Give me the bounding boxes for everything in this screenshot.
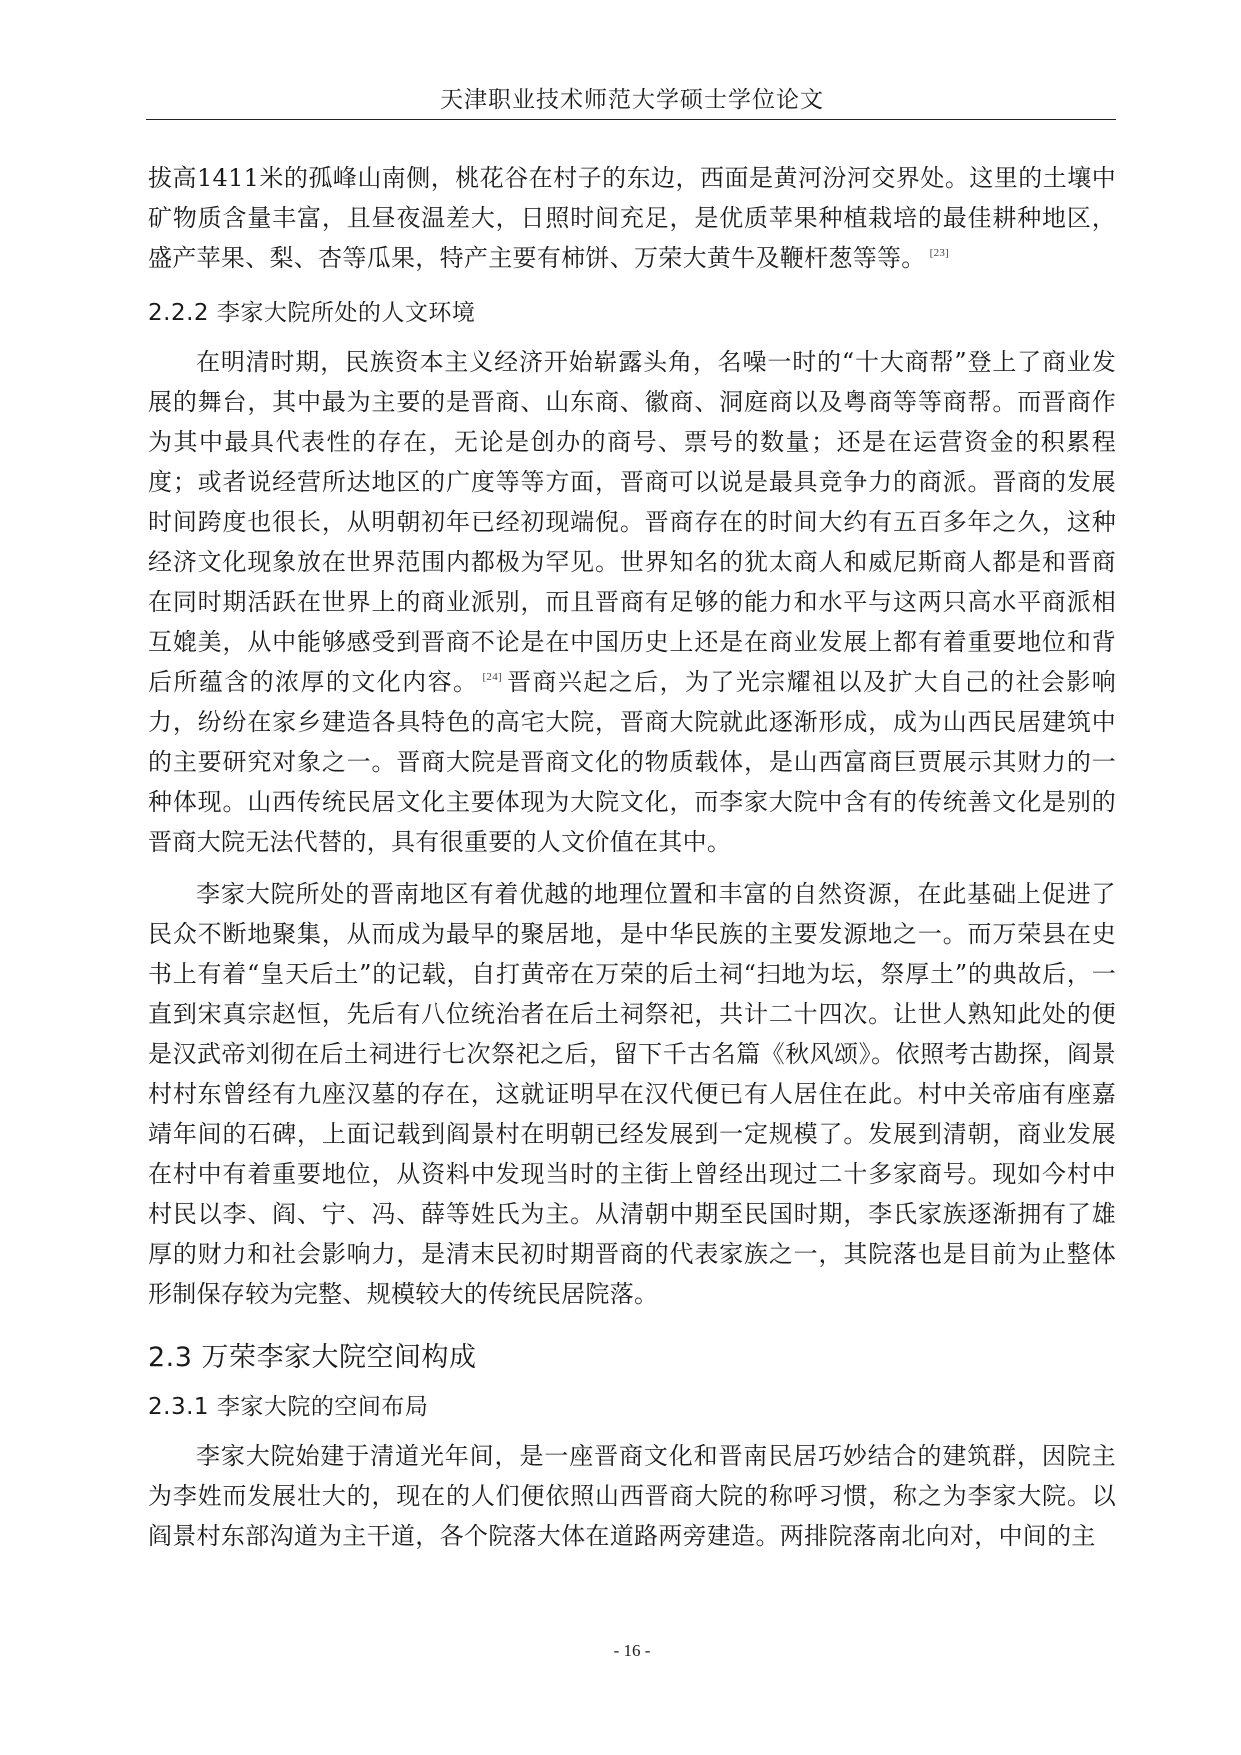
paragraph-jinnan-history: 李家大院所处的晋南地区有着优越的地理位置和丰富的自然资源，在此基础上促进了民众不断地聚集，从而成为最早的聚居地，是中华民族的主要发源地之一。而万荣县在史书上有着“皇天后土”的记载，自打黄帝在万荣的后土祠“扫地为坛，祭厚土”的典故后，一直到宋真宗赵恒，先后有八位统治者在后土祠祭祀，共计二十四次。让世人熟知此处的便是汉武帝刘彻在后土祠进行七次祭祀之后，留下千古名篇《秋风颂》。依照考古勘探，阎景村村东曾经有九座汉墓的存在，这就证明早在汉代便已有人居住在此。村中关帝庙有座嘉靖年间的石碑，上面记载到阎景村在明朝已经发展到一定规模了。发展到清朝，商业发展在村中有着重要地位，从资料中发现当时的主街上曾经出现过二十多家商号。现如今村中村民以李、阎、宁、冯、薛等姓氏为主。从清朝中期至民国时期，李氏家族逐渐拥有了雄厚的财力和社会影响力，是清末民初时期晋商的代表家族之一，其院落也是目前为止整体形制保存较为完整、规模较大的传统民居院落。 — [148, 880, 1116, 1308]
paragraph-jin-merchants — [148, 342, 1116, 862]
page-number: - 16 - — [613, 1641, 651, 1660]
citation-ref-24: [24] — [482, 671, 502, 683]
page-body — [148, 158, 1116, 1556]
header-rule — [146, 119, 1116, 120]
paragraph-text: 在明清时期，民族资本主义经济开始崭露头角，名噪一时的“十大商帮”登上了商业发展的舞台，其中最为主要的是晋商、山东商、徽商、洞庭商以及粤商等等商帮。而晋商作为其中最具代表性的存在，无论是创办的商号、票号的数量；还是在运营资金的积累程度；或者说经营所达地区的广度等等方面，晋商可以说是最具竞争力的商派。晋商的发展时间跨度也很长，从明朝初年已经初现端倪。晋商存在的时间大约有五百多年之久，这种经济文化现象放在世界范围内都极为罕见。世界知名的犹太商人和威尼斯商人都是和晋商在同时期活跃在世界上的商业派别，而且晋商有足够的能力和水平与这两只高水平商派相互媲美，从中能够感受到晋商不论是在中国历史上还是在商业发展上都有着重要地位和背后所蕴含的浓厚的文化内容。 — [148, 348, 1116, 696]
paragraph-natural-environment-end — [148, 158, 1116, 278]
citation-ref-23: [23] — [929, 247, 950, 259]
section-heading-2-3: 2.3 万荣李家大院空间构成 — [148, 1342, 477, 1373]
paragraph-spatial-layout: 李家大院始建于清道光年间，是一座晋商文化和晋南民居巧妙结合的建筑群，因院主为李姓而发展壮大的，现在的人们便依照山西晋商大院的称呼习惯，称之为李家大院。以阎景村东部沟道为主干道，各个院落大体在道路两旁建造。两排院落南北向对，中间的主 — [148, 1442, 1116, 1550]
paragraph-text-continued: 晋商兴起之后，为了光宗耀祖以及扩大自己的社会影响力，纷纷在家乡建造各具特色的高宅大院，晋商大院就此逐渐形成，成为山西民居建筑中的主要研究对象之一。晋商大院是晋商文化的物质载体，是山西富商巨贾展示其财力的一种体现。山西传统民居文化主要体现为大院文化，而李家大院中含有的传统善文化是别的晋商大院无法代替的，具有很重要的人文价值在其中。 — [148, 668, 1116, 856]
running-header: 天津职业技术师范大学硕士学位论文 — [440, 87, 824, 113]
paragraph-text: 拔高1411米的孤峰山南侧，桃花谷在村子的东边，西面是黄河汾河交界处。这里的土壤中矿物质含量丰富，且昼夜温差大，日照时间充足，是优质苹果种植栽培的最佳耕种地区，盛产苹果、梨、杏等瓜果，特产主要有柿饼、万荣大黄牛及鞭杆葱等等。 — [148, 164, 1116, 272]
subsection-heading-2-2-2: 2.2.2 李家大院所处的人文环境 — [148, 300, 476, 326]
subsection-heading-2-3-1: 2.3.1 李家大院的空间布局 — [148, 1394, 429, 1420]
